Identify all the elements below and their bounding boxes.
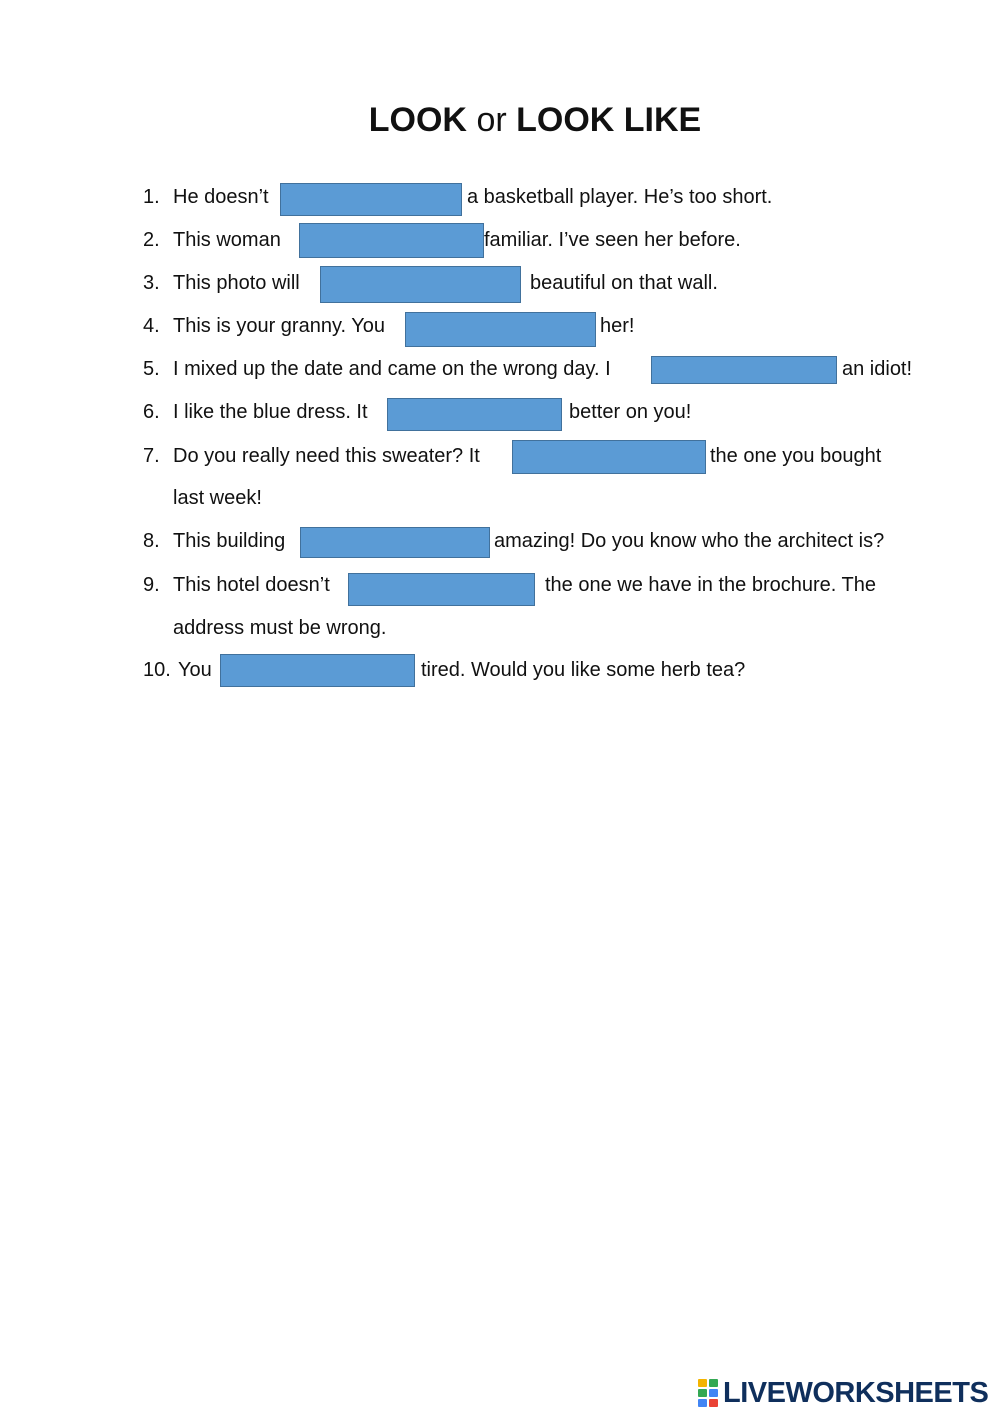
answer-blank-1[interactable] [280,183,462,216]
answer-blank-2[interactable] [299,223,484,258]
sentence-before: This is your granny. You [173,315,385,337]
title-look-like: LOOK LIKE [516,101,702,139]
answer-blank-6[interactable] [387,398,562,431]
sentence-after: a basketball player. He’s too short. [467,186,773,208]
item-number: 10. [143,659,171,681]
answer-blank-8[interactable] [300,527,490,558]
sentence-after: amazing! Do you know who the architect is? [494,530,885,552]
liveworksheets-logo-icon [698,1379,720,1407]
sentence-before: This hotel doesn’t [173,574,330,596]
brand-name: LIVEWORKSHEETS [723,1377,989,1409]
answer-blank-9[interactable] [348,573,535,606]
answer-blank-3[interactable] [320,266,521,303]
sentence-before: This woman [173,229,281,251]
item-number: 9. [143,574,160,596]
sentence-after: the one you bought [710,445,882,467]
sentence-after: tired. Would you like some herb tea? [421,659,746,681]
sentence-before: You [178,659,212,681]
answer-blank-7[interactable] [512,440,706,474]
item-number: 7. [143,445,160,467]
sentence-before: This building [173,530,286,552]
sentence-before: Do you really need this sweater? It [173,445,480,467]
sentence-after: beautiful on that wall. [530,272,718,294]
sentence-after: an idiot! [842,358,913,380]
sentence-before: This photo will [173,272,300,294]
title-or: or [476,101,507,139]
sentence-continuation: address must be wrong. [173,617,387,639]
answer-blank-5[interactable] [651,356,837,384]
sentence-after: familiar. I’ve seen her before. [484,229,741,251]
sentence-before: He doesn’t [173,186,269,208]
sentence-before: I mixed up the date and came on the wrong day. I [173,358,611,380]
item-number: 4. [143,315,160,337]
sentence-before: I like the blue dress. It [173,401,368,423]
sentence-after: the one we have in the brochure. The [545,574,876,596]
item-number: 8. [143,530,160,552]
sentence-continuation: last week! [173,487,262,509]
liveworksheets-brand [698,1376,988,1410]
item-number: 1. [143,186,160,208]
title-look: LOOK [368,101,467,139]
item-number: 6. [143,401,160,423]
item-number: 2. [143,229,160,251]
answer-blank-10[interactable] [220,654,415,687]
sentence-after: her! [600,315,635,337]
item-number: 3. [143,272,160,294]
item-number: 5. [143,358,160,380]
page-title [0,96,1000,144]
answer-blank-4[interactable] [405,312,596,347]
sentence-after: better on you! [569,401,692,423]
